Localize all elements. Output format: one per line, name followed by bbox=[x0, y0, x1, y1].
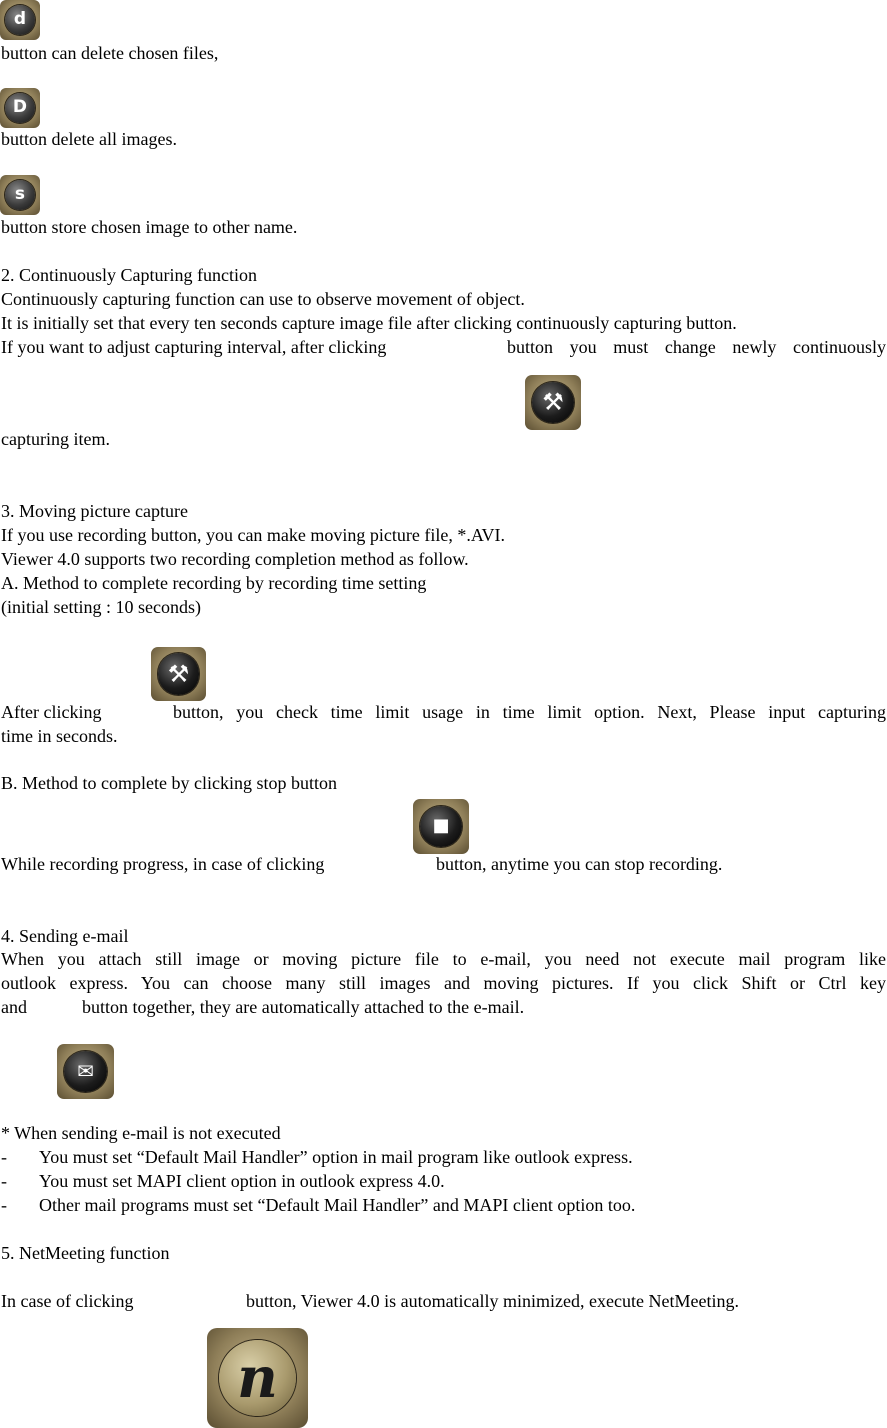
bullet-dash: - bbox=[1, 1171, 7, 1191]
section-4-bullet-2: You must set MAPI client option in outlook express 4.0. bbox=[39, 1171, 445, 1191]
section-5-line-1b: button, Viewer 4.0 is automatically minimized, execute NetMeeting. bbox=[246, 1291, 739, 1311]
section-3-line-8b: button, anytime you can stop recording. bbox=[436, 854, 723, 874]
section-3-line-5a: After clicking bbox=[1, 702, 102, 722]
section-4-heading: 4. Sending e-mail bbox=[1, 926, 129, 946]
section-2-line-4: capturing item. bbox=[1, 429, 110, 449]
section-2-line-3a: If you want to adjust capturing interval, after clicking bbox=[1, 337, 387, 357]
stop-button[interactable] bbox=[413, 799, 469, 854]
bullet-dash: - bbox=[1, 1195, 7, 1215]
section-3-heading: 3. Moving picture capture bbox=[1, 501, 188, 521]
netmeeting-button[interactable] bbox=[207, 1328, 308, 1428]
section-2-heading: 2. Continuously Capturing function bbox=[1, 265, 257, 285]
section-4-bullet-3: Other mail programs must set “Default Mail Handler” and MAPI client option too. bbox=[39, 1195, 636, 1215]
section-3-line-8a: While recording progress, in case of clicking bbox=[1, 854, 325, 874]
section-2-line-3b: button you must change newly continuously bbox=[507, 337, 886, 357]
delete-icon: d bbox=[5, 5, 35, 35]
section-4-line-3b: button together, they are automatically attached to the e-mail. bbox=[82, 997, 525, 1017]
store-button[interactable] bbox=[0, 175, 40, 215]
settings-icon: ⚒ bbox=[158, 653, 200, 694]
section-2-line-1: Continuously capturing function can use to observe movement of object. bbox=[1, 289, 525, 309]
section-2-line-2: It is initially set that every ten seconds capture image file after clicking continuously capturing button. bbox=[1, 313, 737, 333]
delete-all-description: button delete all images. bbox=[1, 129, 177, 149]
section-4-line-1: When you attach still image or moving picture file to e-mail, you need not execute mail program like bbox=[1, 949, 886, 969]
section-3-line-2: Viewer 4.0 supports two recording completion method as follow. bbox=[1, 549, 469, 569]
store-icon: s bbox=[5, 180, 35, 210]
delete-all-button[interactable] bbox=[0, 88, 40, 128]
section-3-line-4: (initial setting : 10 seconds) bbox=[1, 597, 201, 617]
delete-description: button can delete chosen files, bbox=[1, 43, 219, 63]
section-3-line-1: If you use recording button, you can make moving picture file, *.AVI. bbox=[1, 525, 506, 545]
section-4-note: * When sending e-mail is not executed bbox=[1, 1123, 281, 1143]
section-3-line-7: B. Method to complete by clicking stop button bbox=[1, 773, 337, 793]
section-3-line-6: time in seconds. bbox=[1, 726, 118, 746]
email-button[interactable] bbox=[57, 1044, 114, 1099]
delete-button[interactable] bbox=[0, 0, 40, 40]
section-4-line-3a: and bbox=[1, 997, 27, 1017]
section-4-bullet-1: You must set “Default Mail Handler” option in mail program like outlook express. bbox=[39, 1147, 633, 1167]
section-3-line-3: A. Method to complete recording by recording time setting bbox=[1, 573, 427, 593]
settings-button[interactable] bbox=[525, 375, 581, 430]
section-5-heading: 5. NetMeeting function bbox=[1, 1243, 170, 1263]
settings-button-2[interactable] bbox=[151, 647, 206, 701]
netmeeting-icon: n bbox=[219, 1340, 296, 1416]
bullet-dash: - bbox=[1, 1147, 7, 1167]
section-3-line-5b: button, you check time limit usage in time limit option. Next, Please input capturing bbox=[173, 702, 886, 722]
section-4-line-2: outlook express. You can choose many still images and moving pictures. If you click Shift or Ctrl key bbox=[1, 973, 886, 993]
settings-icon: ⚒ bbox=[532, 382, 575, 424]
stop-icon: ■ bbox=[420, 806, 463, 848]
store-description: button store chosen image to other name. bbox=[1, 217, 298, 237]
delete-all-icon: D bbox=[5, 93, 35, 123]
email-icon: ✉ bbox=[64, 1051, 107, 1093]
section-5-line-1a: In case of clicking bbox=[1, 1291, 134, 1311]
